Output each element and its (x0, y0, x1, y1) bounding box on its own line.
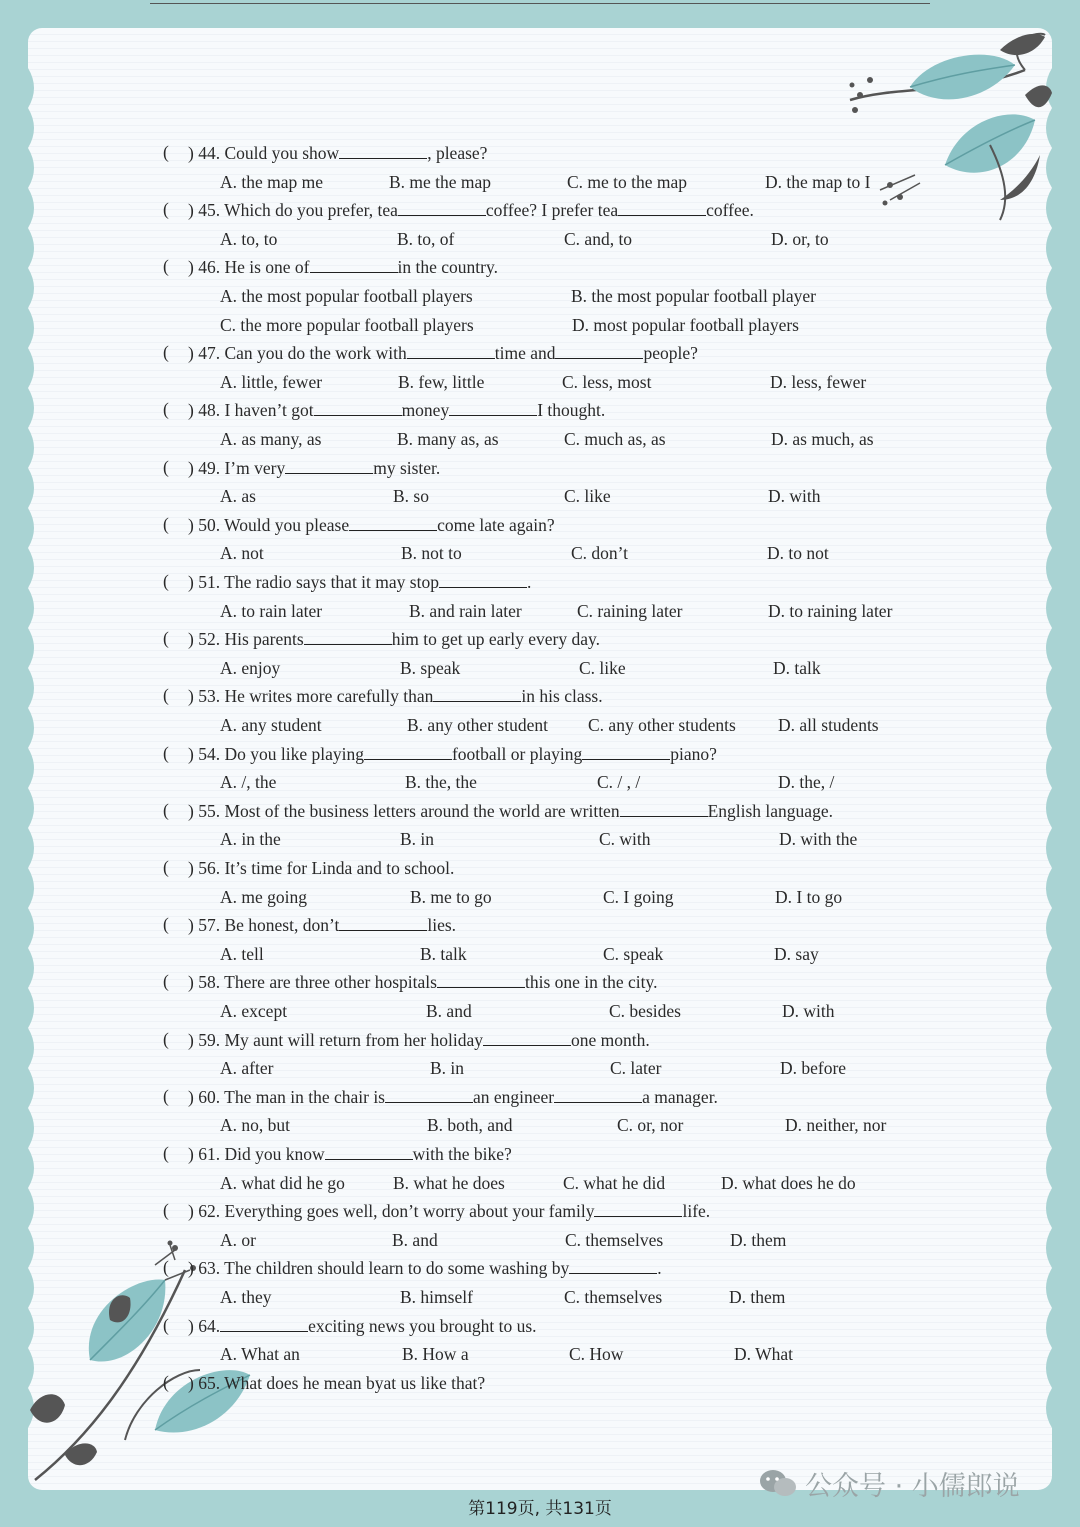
option-c: C. besides (609, 1001, 681, 1021)
stem-text: money (401, 400, 450, 421)
option-c: C. How (569, 1344, 624, 1365)
answer-blank[interactable] (439, 571, 527, 588)
option-c: C. and, to (564, 228, 633, 249)
watermark-text: 公众号 · 小儒郎说 (805, 1471, 1020, 1502)
option-b: B. and (426, 1001, 472, 1021)
stem-text: a manager. (642, 1086, 718, 1107)
stem-text: in his class. (521, 686, 603, 707)
answer-paren: ( (163, 199, 169, 220)
stem-text: come late again? (437, 514, 555, 535)
option-a: A. enjoy (220, 657, 281, 678)
option-c: C. themselves (564, 1287, 663, 1307)
answer-paren: ( (163, 1200, 169, 1221)
option-b: B. the, the (405, 772, 477, 793)
question-stem (188, 1257, 662, 1279)
answer-blank[interactable] (437, 971, 525, 988)
answer-paren: ( (163, 513, 169, 534)
stem-text: , please? (427, 143, 488, 163)
option-b: B. How a (402, 1344, 469, 1365)
answer-paren: ( (163, 342, 169, 363)
answer-blank[interactable] (325, 1143, 413, 1160)
answer-paren: ( (163, 971, 169, 992)
answer-paren: ( (163, 857, 169, 877)
question-stem (188, 628, 600, 650)
answer-blank[interactable] (449, 399, 537, 416)
option-c: C. less, most (562, 371, 652, 392)
option-a: A. as (220, 486, 256, 507)
option-c: C. with (599, 829, 651, 850)
answer-paren: ( (163, 799, 169, 820)
stem-text: ) 59. My aunt will return from her holiday (188, 1029, 484, 1050)
option-d: D. them (729, 1287, 786, 1307)
option-c: C. me to the map (567, 171, 688, 192)
option-b: B. what he does (393, 1172, 505, 1193)
option-a: A. after (220, 1058, 274, 1079)
stem-text: coffee? I prefer tea (485, 200, 619, 221)
answer-blank[interactable] (618, 199, 706, 216)
answer-paren: ( (163, 628, 169, 649)
answer-paren: ( (163, 256, 169, 277)
option-d: D. with (782, 1001, 835, 1021)
option-d: D. what does he do (721, 1172, 856, 1193)
stem-text: ) 53. He writes more carefully than (188, 686, 434, 707)
stem-text: I thought. (537, 400, 606, 421)
option-d: D. I to go (775, 886, 843, 907)
option-c: C. what he did (563, 1172, 666, 1193)
stem-text: ) 47. Can you do the work with (188, 343, 407, 364)
question-stem (188, 1086, 718, 1108)
stem-text: . (526, 572, 532, 592)
answer-blank[interactable] (569, 1257, 657, 1274)
answer-blank[interactable] (220, 1315, 308, 1332)
stem-text: lies. (427, 915, 457, 936)
stem-text: time and (494, 343, 556, 364)
option-a: A. tell (220, 943, 264, 964)
option-d: D. most popular football players (572, 314, 799, 335)
option-c: C. like (579, 657, 626, 678)
option-c: C. speak (603, 943, 664, 964)
answer-paren: ( (163, 571, 169, 591)
question-stem (188, 457, 440, 479)
option-c: C. the more popular football players (220, 314, 474, 335)
option-a: A. or (220, 1229, 256, 1250)
stem-text: ) 50. Would you please (188, 514, 350, 535)
option-a: A. not (220, 543, 264, 564)
answer-blank[interactable] (339, 142, 427, 159)
option-a: A. the most popular football players (220, 286, 473, 306)
option-a: A. what did he go (220, 1172, 345, 1193)
answer-paren: ( (163, 1257, 169, 1278)
question-stem (188, 1315, 537, 1337)
option-b: B. talk (420, 943, 467, 964)
option-d: D. the, / (778, 772, 835, 793)
option-b: B. and rain later (409, 600, 522, 621)
stem-text: ) 56. It’s time for Linda and to school. (188, 858, 455, 878)
stem-text: ) 52. His parents (188, 629, 304, 650)
option-c: C. any other students (588, 715, 736, 735)
wechat-icon (758, 1468, 798, 1498)
option-b: B. and (392, 1229, 438, 1250)
option-d: D. say (774, 943, 819, 964)
answer-paren: ( (163, 1314, 169, 1335)
option-c: C. or, nor (617, 1115, 684, 1136)
option-a: A. they (220, 1287, 272, 1307)
answer-paren: ( (163, 399, 169, 420)
question-stem (188, 857, 454, 879)
option-c: C. like (564, 486, 611, 507)
answer-paren: ( (163, 1085, 169, 1106)
question-stem (188, 514, 555, 536)
option-b: B. few, little (398, 371, 485, 392)
leaf-decoration-top-right (840, 25, 1055, 225)
stem-text: ) 51. The radio says that it may stop (188, 572, 439, 592)
option-b: B. so (393, 486, 429, 507)
option-b: B. to, of (397, 228, 455, 249)
stem-text: at us like that? (383, 1372, 486, 1393)
question-stem (188, 685, 603, 707)
stem-text: ) 49. I’m very (188, 457, 286, 478)
answer-paren: ( (163, 142, 169, 162)
option-d: D. with (768, 486, 821, 507)
answer-paren: ( (163, 1371, 169, 1392)
question-stem (188, 914, 456, 936)
answer-paren: ( (163, 914, 169, 935)
option-a: A. little, fewer (220, 371, 323, 392)
question-stem (188, 1029, 650, 1051)
option-b: B. speak (400, 657, 461, 678)
option-c: C. raining later (577, 600, 683, 621)
stem-text: ) 54. Do you like playing (188, 743, 364, 764)
stem-text: ) 48. I haven’t got (188, 400, 314, 421)
stem-text: ) 57. Be honest, don’t (188, 915, 340, 936)
stem-text: people? (643, 343, 698, 364)
answer-blank[interactable] (304, 628, 392, 645)
stem-text: ) 64. (188, 1315, 221, 1336)
stem-text: ) 45. Which do you prefer, tea (188, 200, 398, 221)
answer-paren: ( (163, 1028, 169, 1049)
stem-text: in the country. (397, 257, 498, 278)
option-b: B. me the map (389, 171, 492, 192)
answer-paren: ( (163, 685, 169, 706)
answer-blank[interactable] (385, 1086, 473, 1103)
question-stem (188, 1200, 710, 1222)
option-b: B. not to (401, 543, 462, 564)
option-c: C. much as, as (564, 429, 666, 449)
stem-text: him to get up early every day. (391, 629, 600, 650)
answer-blank[interactable] (620, 800, 708, 817)
option-a: A. to, to (220, 228, 278, 249)
question-stem (188, 142, 487, 164)
stem-text: ) 46. He is one of (188, 257, 310, 278)
stem-text: ) 44. Could you show (188, 143, 340, 163)
question-stem (188, 1143, 512, 1165)
option-d: D. as much, as (771, 429, 874, 449)
option-b: B. in (400, 829, 435, 850)
stem-text: this one in the city. (524, 972, 658, 993)
stem-text: with the bike? (412, 1144, 512, 1164)
answer-paren: ( (163, 456, 169, 477)
answer-blank[interactable] (310, 256, 398, 273)
answer-blank[interactable] (285, 457, 373, 474)
question-stem (188, 571, 531, 593)
option-d: D. What (734, 1344, 793, 1365)
stem-text: ) 62. Everything goes well, don’t worry about your family (188, 1201, 595, 1222)
option-a: A. as many, as (220, 429, 322, 449)
option-b: B. me to go (410, 886, 492, 907)
stem-text: my sister. (373, 457, 441, 478)
stem-text: one month. (571, 1029, 650, 1050)
option-a: A. the map me (220, 171, 324, 192)
page-number-footer: 第119页, 共131页 (468, 1499, 612, 1519)
question-stem (188, 199, 754, 221)
answer-blank[interactable] (339, 914, 427, 931)
option-a: A. in the (220, 829, 281, 850)
stem-text: ) 65. What does he mean by (188, 1372, 384, 1393)
stem-text: ) 58. There are three other hospitals (188, 972, 437, 993)
stem-text: piano? (670, 743, 717, 764)
answer-blank[interactable] (314, 399, 402, 416)
option-b: B. the most popular football player (571, 286, 816, 306)
answer-blank[interactable] (554, 1086, 642, 1103)
option-c: C. themselves (565, 1229, 664, 1250)
option-a: A. /, the (220, 772, 277, 793)
option-b: B. himself (400, 1287, 473, 1307)
option-d: D. them (730, 1229, 787, 1250)
stem-text: coffee. (706, 200, 754, 221)
stem-text: ) 63. The children should learn to do some washing by (188, 1258, 570, 1279)
option-d: D. the map to I (765, 171, 871, 192)
stem-text: ) 55. Most of the business letters around the world are written (188, 800, 620, 821)
option-c: C. don’t (571, 543, 629, 564)
stem-text: exciting news you brought to us. (308, 1315, 537, 1336)
option-b: B. both, and (427, 1115, 513, 1136)
stem-text: life. (682, 1201, 711, 1222)
option-a: A. me going (220, 886, 308, 907)
option-a: A. any student (220, 715, 322, 735)
option-c: C. I going (603, 886, 674, 907)
stem-text: . (657, 1258, 662, 1279)
answer-blank[interactable] (594, 1200, 682, 1217)
option-a: A. to rain later (220, 600, 323, 621)
top-rule (150, 3, 930, 4)
option-b: B. in (430, 1058, 465, 1079)
option-d: D. to not (767, 543, 829, 564)
option-a: A. except (220, 1001, 288, 1021)
option-d: D. to raining later (768, 600, 893, 621)
option-d: D. less, fewer (770, 371, 867, 392)
answer-blank[interactable] (555, 342, 643, 359)
answer-blank[interactable] (398, 199, 486, 216)
option-d: D. before (780, 1058, 847, 1079)
question-stem (188, 256, 498, 278)
stem-text: ) 61. Did you know (188, 1144, 325, 1164)
answer-blank[interactable] (364, 743, 452, 760)
option-c: C. / , / (597, 772, 641, 793)
answer-blank[interactable] (349, 514, 437, 531)
question-stem (188, 800, 833, 822)
option-a: A. no, but (220, 1115, 290, 1136)
stem-text: football or playing (451, 743, 583, 764)
answer-blank[interactable] (582, 743, 670, 760)
question-stem (188, 399, 605, 421)
stem-text: ) 60. The man in the chair is (188, 1086, 385, 1107)
option-d: D. all students (778, 715, 879, 735)
stem-text: English language. (707, 800, 833, 821)
question-stem (188, 971, 658, 993)
answer-blank[interactable] (483, 1029, 571, 1046)
question-stem (188, 743, 717, 765)
answer-blank[interactable] (433, 685, 521, 702)
option-d: D. with the (779, 829, 858, 850)
option-d: D. neither, nor (785, 1115, 887, 1136)
option-b: B. any other student (407, 715, 548, 735)
answer-paren: ( (163, 742, 169, 763)
option-a: A. What an (220, 1344, 300, 1365)
question-stem (188, 342, 698, 364)
option-b: B. many as, as (397, 429, 499, 449)
option-c: C. later (610, 1058, 662, 1079)
answer-blank[interactable] (407, 342, 495, 359)
stem-text: an engineer (473, 1086, 555, 1107)
option-d: D. or, to (771, 228, 829, 249)
option-d: D. talk (773, 657, 821, 678)
answer-paren: ( (163, 1143, 169, 1163)
question-stem (188, 1372, 485, 1394)
